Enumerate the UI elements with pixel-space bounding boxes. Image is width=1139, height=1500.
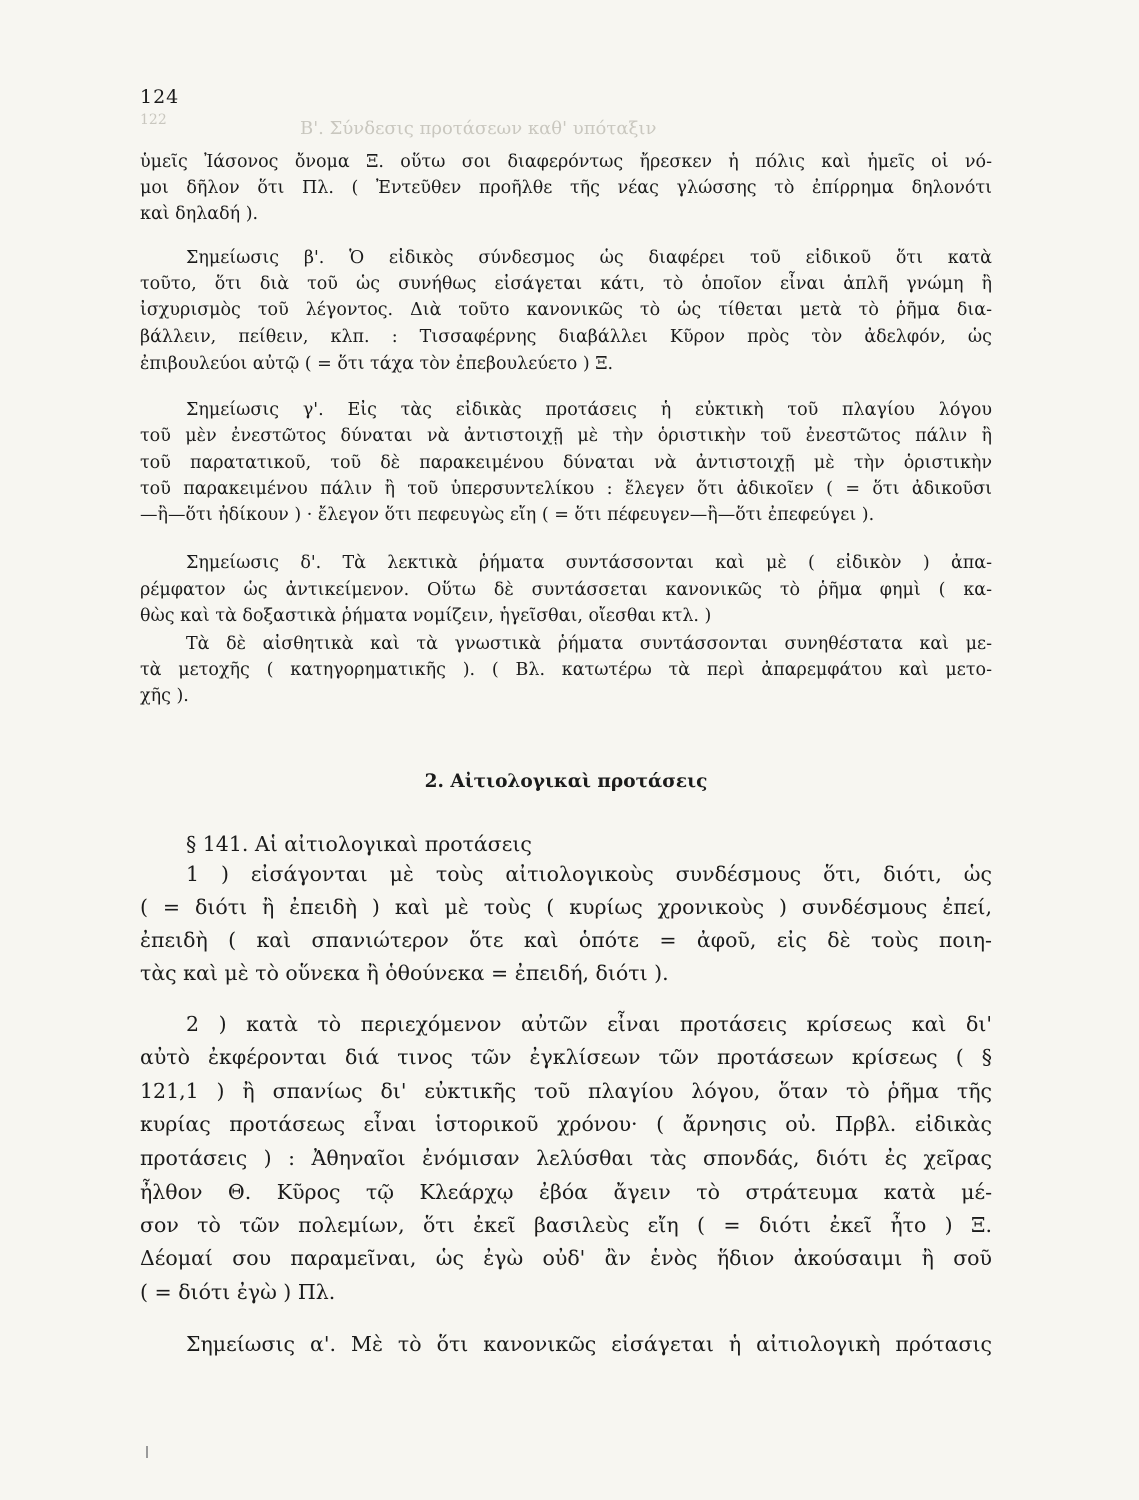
text-line: κυρίας προτάσεως εἶναι ἱστορικοῦ χρόνου· ( ἄρνησις οὐ. Πρβλ. εἰδικὰς (140, 1112, 992, 1136)
text-line: καὶ δηλαδή ). (140, 204, 259, 224)
note-gamma-line: Σημείωσις γ'. Εἰς τὰς εἰδικὰς προτάσεις ἡ εὐκτικὴ τοῦ πλαγίου λόγου (186, 400, 992, 420)
margin-mark (146, 1446, 148, 1458)
text-line: ἰσχυρισμὸς τοῦ λέγοντος. Διὰ τοῦτο κανονικῶς τὸ ὡς τίθεται μετὰ τὸ ῥῆμα δια- (140, 300, 992, 320)
text-line: 121,1 ) ἢ σπανίως δι' εὐκτικῆς τοῦ πλαγίου λόγου, ὅταν τὸ ῥῆμα τῆς (140, 1079, 992, 1103)
text-line: σον τὸ τῶν πολεμίων, ὅτι ἐκεῖ βασιλεὺς εἴη ( = διότι ἐκεῖ ἦτο ) Ξ. (140, 1213, 992, 1237)
text-line: τοῦ μὲν ἐνεστῶτος δύναται νὰ ἀντιστοιχῇ μὲ τὴν ὁριστικὴν τοῦ ἐνεστῶτος πάλιν ἢ (140, 426, 992, 446)
note-beta-line: Σημείωσις β'. Ὁ εἰδικὸς σύνδεσμος ὡς διαφέρει τοῦ εἰδικοῦ ὅτι κατὰ (186, 248, 992, 268)
text-line: τὰς καὶ μὲ τὸ οὕνεκα ἢ ὁθούνεκα = ἐπειδή, διότι ). (140, 961, 669, 985)
text-line: χῆς ). (140, 686, 189, 706)
text-line: Δέομαί σου παραμεῖναι, ὡς ἐγὼ οὐδ' ἂν ἑνὸς ἥδιον ἀκούσαιμι ἢ σοῦ (140, 1246, 992, 1270)
text-line: τοῦ παρακειμένου πάλιν ἢ τοῦ ὑπερσυντελίκου : ἔλεγεν ὅτι ἀδικοῖεν ( = ὅτι ἀδικοῦσι (140, 479, 992, 499)
text-line: Τὰ δὲ αἰσθητικὰ καὶ τὰ γνωστικὰ ῥήματα συντάσσονται συνηθέστατα καὶ με- (186, 634, 992, 654)
text-line: 1 ) εἰσάγονται μὲ τοὺς αἰτιολογικοὺς συνδέσμους ὅτι, διότι, ὡς (186, 862, 992, 886)
text-line: μοι δῆλον ὅτι Πλ. ( Ἐντεῦθεν προῆλθε τῆς νέας γλώσσης τὸ ἐπίρρημα δηλονότι (140, 178, 992, 198)
text-line: ἦλθον Θ. Κῦρος τῷ Κλεάρχῳ ἐβόα ἄγειν τὸ στράτευμα κατὰ μέ- (140, 1180, 992, 1204)
text-line: ( = διότι ἐγὼ ) Πλ. (140, 1280, 336, 1304)
text-line: αὐτὸ ἐκφέρονται διά τινος τῶν ἐγκλίσεων τῶν προτάσεων κρίσεως ( § (140, 1045, 992, 1069)
bleed-through-heading: Β'. Σύνδεσις προτάσεων καθ' υπόταξιν (300, 118, 657, 139)
bleed-through-page-number: 122 (140, 112, 167, 128)
text-line: ἐπιβουλεύοι αὐτῷ ( = ὅτι τάχα τὸν ἐπεβουλεύετο ) Ξ. (140, 354, 614, 374)
text-line: ὑμεῖς Ἰάσονος ὄνομα Ξ. οὕτω σοι διαφερόντως ἤρεσκεν ἡ πόλις καὶ ἡμεῖς οἱ νό- (140, 152, 992, 172)
text-line: ρέμφατον ὡς ἀντικείμενον. Οὕτω δὲ συντάσσεται κανονικῶς τὸ ῥῆμα φημὶ ( κα- (140, 580, 992, 600)
text-line: τοῦ παρατατικοῦ, τοῦ δὲ παρακειμένου δύναται νὰ ἀντιστοιχῇ μὲ τὴν ὁριστικὴν (140, 453, 992, 473)
text-line: τὰ μετοχῆς ( κατηγορηματικῆς ). ( Βλ. κατωτέρω τὰ περὶ ἀπαρεμφάτου καὶ μετο- (140, 660, 992, 680)
page-number: 124 (140, 86, 180, 108)
text-line: τοῦτο, ὅτι διὰ τοῦ ὡς συνήθως εἰσάγεται κάτι, τὸ ὁποῖον εἶναι ἁπλῆ γνώμη ἢ (140, 274, 992, 294)
text-line: θὼς καὶ τὰ δοξαστικὰ ῥήματα νομίζειν, ἡγεῖσθαι, οἴεσθαι κτλ. ) (140, 606, 712, 626)
text-line: ( = διότι ἢ ἐπειδὴ ) καὶ μὲ τοὺς ( κυρίως χρονικοὺς ) συνδέσμους ἐπεί, (140, 895, 992, 919)
paragraph-heading: § 141. Αἱ αἰτιολογικαὶ προτάσεις (186, 832, 532, 856)
note-delta-line: Σημείωσις δ'. Τὰ λεκτικὰ ῥήματα συντάσσονται καὶ μὲ ( εἰδικὸν ) ἀπα- (186, 553, 992, 573)
text-line: 2 ) κατὰ τὸ περιεχόμενον αὐτῶν εἶναι προτάσεις κρίσεως καὶ δι' (186, 1012, 992, 1036)
note-alpha-line: Σημείωσις α'. Μὲ τὸ ὅτι κανονικῶς εἰσάγεται ἡ αἰτιολογικὴ πρότασις (186, 1332, 992, 1356)
text-line: βάλλειν, πείθειν, κλπ. : Τισσαφέρνης διαβάλλει Κῦρον πρὸς τὸν ἀδελφόν, ὡς (140, 327, 992, 347)
section-heading: 2. Αἰτιολογικαὶ προτάσεις (424, 771, 708, 792)
text-line: —ἢ—ὅτι ἠδίκουν ) · ἔλεγον ὅτι πεφευγὼς εἴη ( = ὅτι πέφευγεν—ἢ—ὅτι ἐπεφεύγει ). (140, 505, 875, 525)
text-line: προτάσεις ) : Ἀθηναῖοι ἐνόμισαν λελύσθαι τὰς σπονδάς, διότι ἐς χεῖρας (140, 1146, 992, 1170)
text-line: ἐπειδὴ ( καὶ σπανιώτερον ὅτε καὶ ὁπότε = ἀφοῦ, εἰς δὲ τοὺς ποιη- (140, 928, 992, 952)
